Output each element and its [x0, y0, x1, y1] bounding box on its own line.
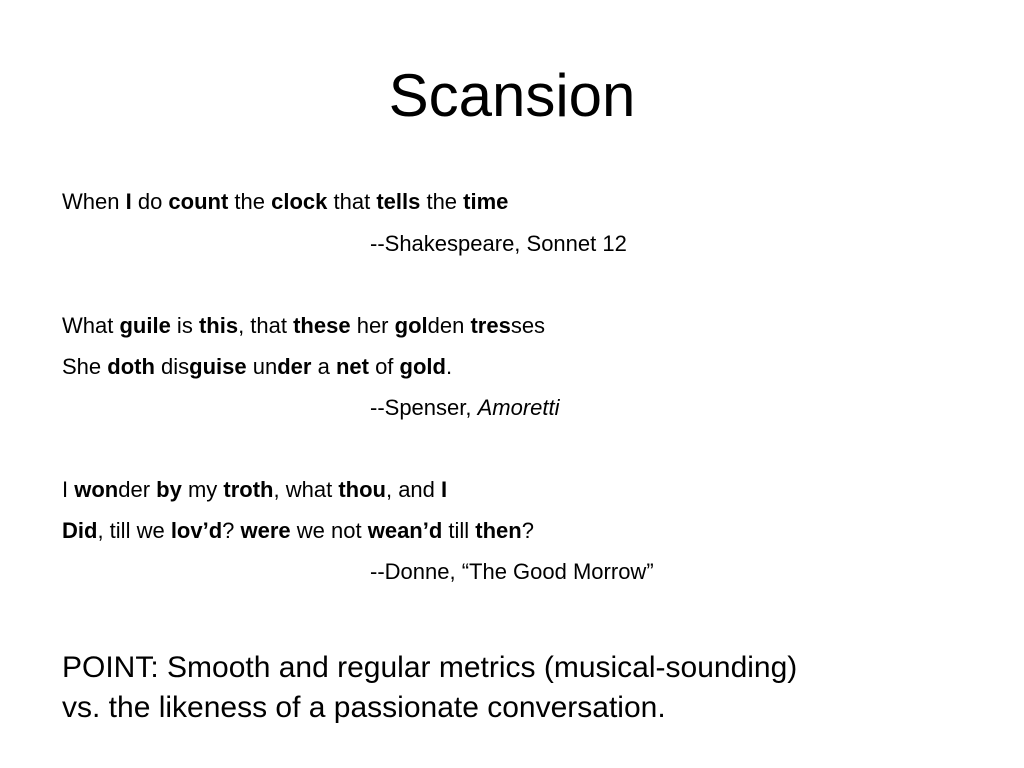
- text-segment: we not: [290, 518, 368, 543]
- stressed-syllable: tells: [376, 189, 421, 214]
- text-segment: is: [170, 313, 199, 338]
- text-segment: , what: [273, 477, 339, 502]
- stressed-syllable: I: [441, 477, 448, 502]
- text-segment: till: [442, 518, 476, 543]
- text-segment: do: [131, 189, 169, 214]
- stressed-syllable: gold: [399, 354, 446, 379]
- point-statement: [62, 648, 1000, 728]
- stressed-syllable: thou: [338, 477, 386, 502]
- stressed-syllable: time: [463, 189, 509, 214]
- attribution-donne: [370, 559, 654, 585]
- poem-line-donne-1: [62, 477, 447, 503]
- text-segment: my: [181, 477, 224, 502]
- text-segment: ?: [222, 518, 241, 543]
- text-segment: that: [327, 189, 377, 214]
- stressed-syllable: lov’d: [170, 518, 223, 543]
- stressed-syllable: wean’d: [367, 518, 443, 543]
- text-segment: a: [311, 354, 336, 379]
- text-segment: dis: [154, 354, 190, 379]
- text-segment: , and: [385, 477, 442, 502]
- text-segment: When: [62, 189, 126, 214]
- stressed-syllable: these: [293, 313, 351, 338]
- point-line-1: POINT: Smooth and regular metrics (musical-sounding): [62, 651, 798, 684]
- stressed-syllable: guise: [189, 354, 247, 379]
- text-segment: her: [350, 313, 395, 338]
- text-segment: ses: [510, 313, 546, 338]
- stressed-syllable: tres: [470, 313, 511, 338]
- stressed-syllable: then: [475, 518, 522, 543]
- text-segment: un: [246, 354, 278, 379]
- text-segment: der: [118, 477, 157, 502]
- stressed-syllable: by: [156, 477, 182, 502]
- text-segment: .: [445, 354, 453, 379]
- text-segment: den: [427, 313, 471, 338]
- poem-line-spenser-2: [62, 354, 452, 380]
- stressed-syllable: this: [198, 313, 239, 338]
- stressed-syllable: Did: [62, 518, 98, 543]
- stressed-syllable: won: [74, 477, 119, 502]
- stressed-syllable: count: [168, 189, 229, 214]
- stressed-syllable: doth: [107, 354, 155, 379]
- point-line-2: vs. the likeness of a passionate conversation.: [62, 691, 666, 724]
- text-segment: She: [62, 354, 108, 379]
- attribution-shakespeare: [370, 231, 627, 257]
- poem-line-spenser-1: [62, 313, 545, 339]
- stressed-syllable: I: [125, 189, 132, 214]
- text-segment: of: [368, 354, 400, 379]
- text-segment: the: [228, 189, 272, 214]
- text-segment: ?: [521, 518, 534, 543]
- stressed-syllable: troth: [223, 477, 274, 502]
- text-segment: --Donne, “The Good Morrow”: [370, 559, 654, 584]
- stressed-syllable: were: [240, 518, 291, 543]
- stressed-syllable: net: [335, 354, 369, 379]
- stressed-syllable: der: [277, 354, 312, 379]
- stressed-syllable: gol: [394, 313, 428, 338]
- text-segment: the: [420, 189, 464, 214]
- stressed-syllable: clock: [271, 189, 328, 214]
- slide-title: Scansion: [388, 62, 636, 129]
- text-segment: What: [62, 313, 120, 338]
- text-segment: , that: [238, 313, 294, 338]
- italic-title: Amoretti: [477, 395, 560, 420]
- poem-line-donne-2: [62, 518, 534, 544]
- text-segment: I: [62, 477, 75, 502]
- stressed-syllable: guile: [119, 313, 171, 338]
- poem-line-shakespeare-1: [62, 189, 508, 215]
- text-segment: --Spenser,: [370, 395, 478, 420]
- text-segment: --Shakespeare, Sonnet 12: [370, 231, 627, 256]
- text-segment: , till we: [97, 518, 171, 543]
- attribution-spenser: [370, 395, 560, 421]
